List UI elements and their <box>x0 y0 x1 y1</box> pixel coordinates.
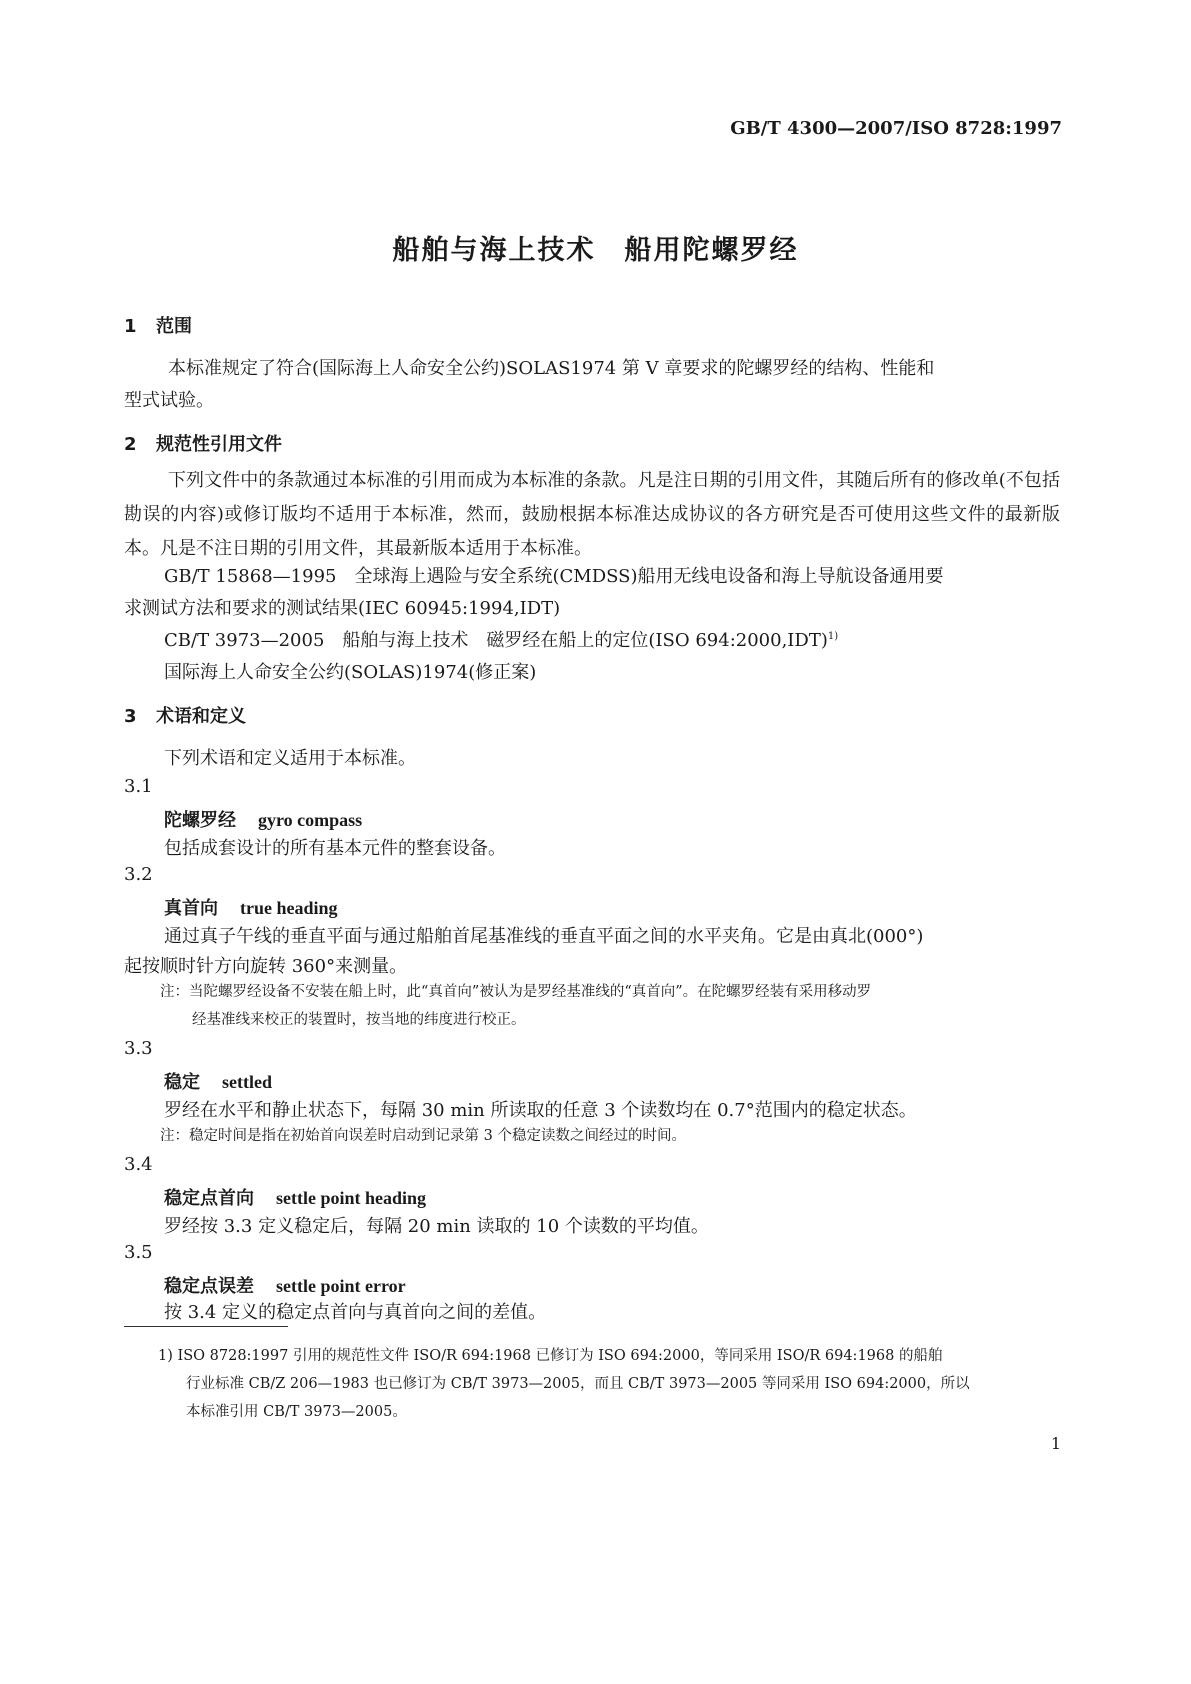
term-zh: 稳定 <box>164 1072 200 1093</box>
section-title: 范围 <box>156 316 192 337</box>
reference-1-line-1: GB/T 15868—1995 全球海上遇险与安全系统(CMDSS)船用无线电设备和海上导航设备通用要 <box>164 566 944 587</box>
term-en: gyro compass <box>258 810 363 830</box>
reference-2 <box>164 626 838 652</box>
note-line-2: 经基准线来校正的装置时，按当地的纬度进行校正。 <box>192 1012 526 1028</box>
term-definition: 罗经在水平和静止状态下，每隔 30 min 所读取的任意 3 个读数均在 0.7°范围内的稳定状态。 <box>164 1100 917 1121</box>
section-1-heading <box>124 312 192 338</box>
term-en: settled <box>222 1072 272 1092</box>
term-zh: 稳定点首向 <box>164 1188 254 1209</box>
section-2-heading <box>124 430 282 456</box>
footnote-marker: 1) <box>827 631 839 642</box>
section-1-para-line-2: 型式试验。 <box>124 390 214 411</box>
section-3-intro: 下列术语和定义适用于本标准。 <box>164 748 416 769</box>
term-number: 3.2 <box>124 864 153 885</box>
term-number: 3.4 <box>124 1154 153 1175</box>
term-heading <box>164 1184 426 1210</box>
term-note: 注：稳定时间是指在初始首向误差时启动到记录第 3 个稳定读数之间经过的时间。 <box>160 1128 686 1144</box>
note-line-1: 注：当陀螺罗经设备不安装在船上时，此“真首向”被认为是罗经基准线的“真首向”。在陀螺罗经装有采用移动罗 <box>160 984 872 1000</box>
term-number: 3.5 <box>124 1242 153 1263</box>
section-number: 3 <box>124 706 137 727</box>
term-definition: 包括成套设计的所有基本元件的整套设备。 <box>164 838 506 859</box>
term-en: settle point error <box>276 1276 406 1296</box>
footnote <box>158 1342 1060 1426</box>
term-note <box>160 978 1060 1034</box>
term-heading <box>164 806 362 832</box>
term-zh: 真首向 <box>164 898 218 919</box>
page-number: 1 <box>1050 1434 1061 1453</box>
term-definition-line-2: 起按顺时针方向旋转 360°来测量。 <box>124 956 408 977</box>
term-en: true heading <box>240 898 338 918</box>
section-number: 1 <box>124 316 137 337</box>
term-definition-line-1: 通过真子午线的垂直平面与通过船舶首尾基准线的垂直平面之间的水平夹角。它是由真北(000°) <box>164 926 924 947</box>
term-heading <box>164 1068 272 1094</box>
standard-code: GB/T 4300—2007/ISO 8728:1997 <box>730 118 1062 139</box>
term-definition: 按 3.4 定义的稳定点首向与真首向之间的差值。 <box>164 1302 547 1323</box>
term-number: 3.3 <box>124 1038 153 1059</box>
section-title: 术语和定义 <box>156 706 246 727</box>
term-definition: 罗经按 3.3 定义稳定后，每隔 20 min 读取的 10 个读数的平均值。 <box>164 1216 709 1237</box>
section-2-paragraph: 下列文件中的条款通过本标准的引用而成为本标准的条款。凡是注日期的引用文件，其随后所有的修改单(不包括勘误的内容)或修订版均不适用于本标准，然而，鼓励根据本标准达成协议的各方研究是否可使用这些文件的最新版本。凡是不注日期的引用文件，其最新版本适用于本标准。 <box>124 470 1060 559</box>
section-1-para-line-1: 本标准规定了符合(国际海上人命安全公约)SOLAS1974 第 V 章要求的陀螺罗经的结构、性能和 <box>168 358 935 379</box>
term-number: 3.1 <box>124 776 153 797</box>
section-number: 2 <box>124 434 137 455</box>
footnote-line-2: 行业标准 CB/Z 206—1983 也已修订为 CB/T 3973—2005，而且 CB/T 3973—2005 等同采用 ISO 694:2000，所以 <box>186 1376 970 1392</box>
footnote-divider <box>124 1326 288 1327</box>
footnote-line-3: 本标准引用 CB/T 3973—2005。 <box>186 1404 407 1420</box>
document-title: 船舶与海上技术 船用陀螺罗经 <box>392 235 799 266</box>
term-en: settle point heading <box>276 1188 427 1208</box>
term-zh: 稳定点误差 <box>164 1276 254 1297</box>
footnote-line-1: 1) ISO 8728:1997 引用的规范性文件 ISO/R 694:1968 已修订为 ISO 694:2000，等同采用 ISO/R 694:1968 的船舶 <box>158 1348 943 1364</box>
reference-1-line-2: 求测试方法和要求的测试结果(IEC 60945:1994,IDT) <box>124 598 561 619</box>
term-heading <box>164 894 338 920</box>
term-zh: 陀螺罗经 <box>164 810 236 831</box>
section-3-heading <box>124 702 246 728</box>
term-heading <box>164 1272 406 1298</box>
reference-2-text: CB/T 3973—2005 船舶与海上技术 磁罗经在船上的定位(ISO 694:2000,IDT) <box>164 630 828 651</box>
section-title: 规范性引用文件 <box>156 434 282 455</box>
reference-3: 国际海上人命安全公约(SOLAS)1974(修正案) <box>164 662 537 683</box>
